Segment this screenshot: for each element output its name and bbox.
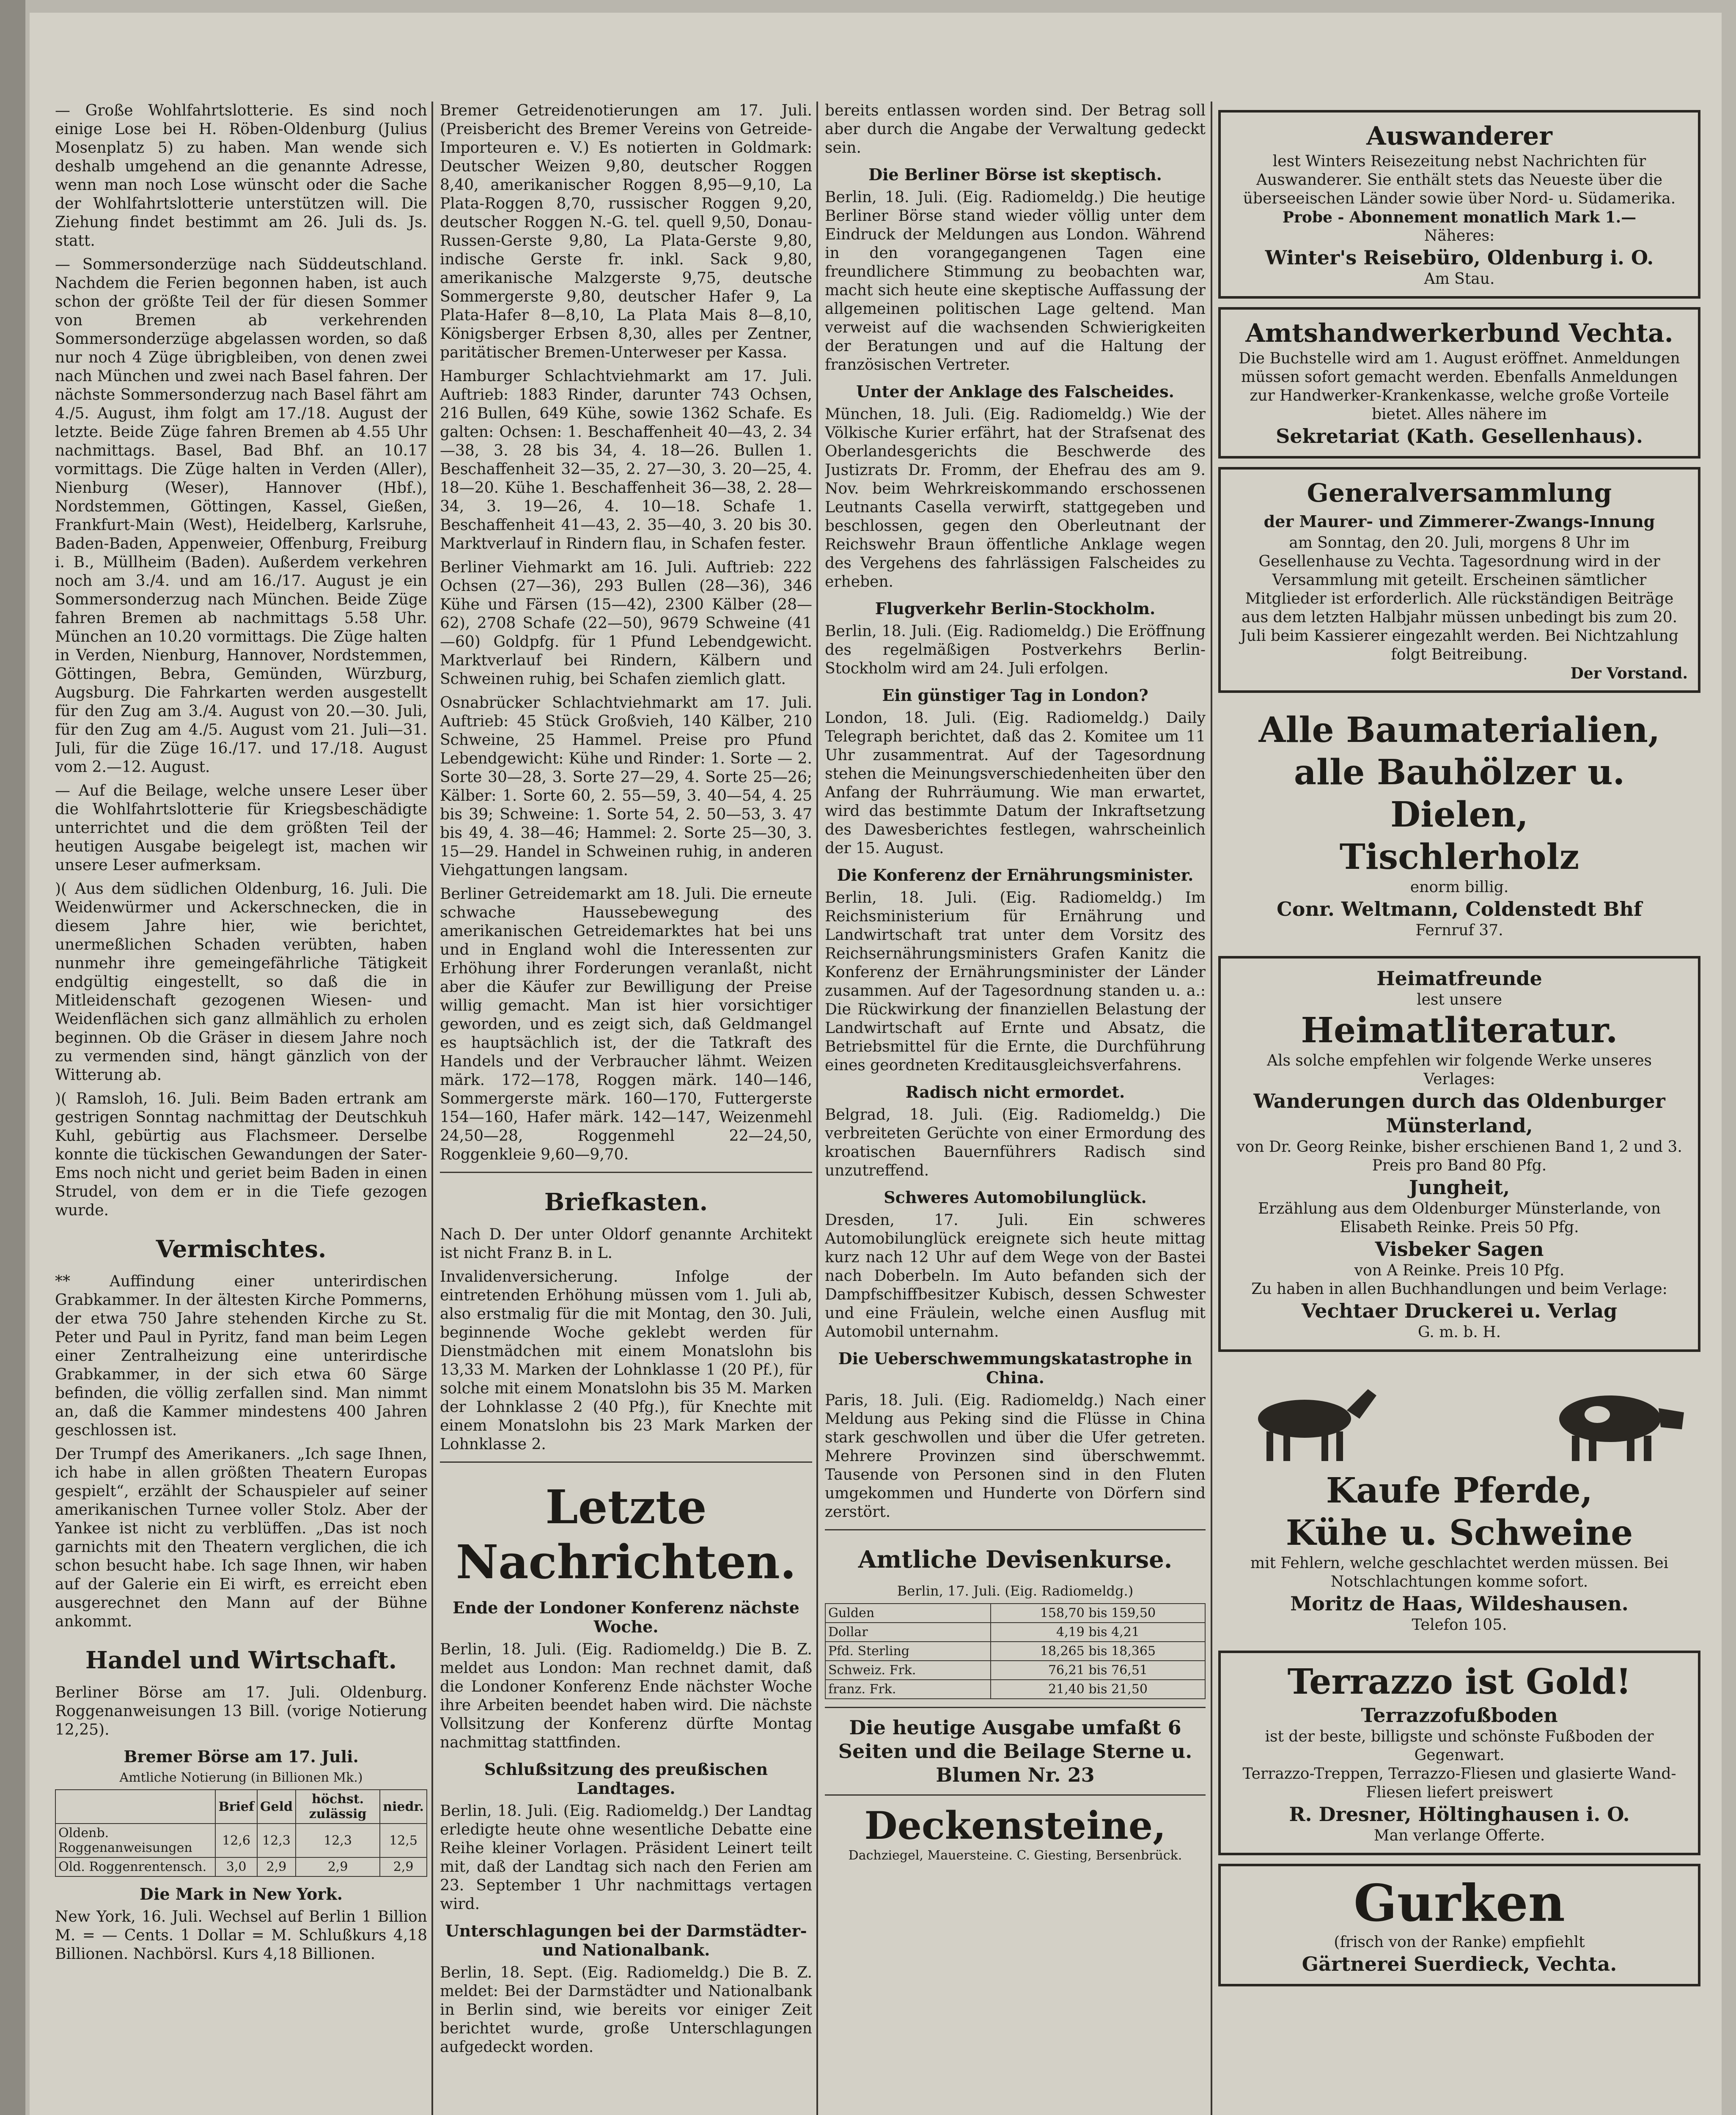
ad-line: Zu haben in allen Buchhandlungen und beim Verlage:	[1251, 1280, 1667, 1298]
ad-line: Man verlange Offerte.	[1373, 1827, 1545, 1844]
subheading-flugverkehr: Flugverkehr Berlin-Stockholm.	[875, 599, 1156, 618]
table-cell: 12,6	[215, 1824, 257, 1857]
article-hamburg-cattle: Hamburger Schlachtviehmarkt am 17. Juli. Auftrieb: 1883 Rinder, darunter 743 Ochsen, 216 Bullen, 649 Kühe, sowie 1362 Schafe. Es galten: Ochsen: 1. Beschaffenheit 40—43, 2. 34—38, 3. 28 bis 34, 4. 18—26. Bullen 1. Beschaffenheit 32—35, 2. 27—30, 3. 20—25, 4. 18—20. Kühe 1. Beschaffenheit 36—38, 2. 28—34, 3. 19—26, 4. 10—18. Schafe 1. Beschaffenheit 41—43, 2. 35—40, 3. 20 bis 30. Marktverlauf in Rindern flau, in Schafen fester.	[440, 368, 812, 552]
table-header: Geld	[257, 1790, 296, 1824]
section-heading-briefkasten: Briefkasten.	[544, 1188, 708, 1216]
table-row	[825, 1604, 1205, 1623]
table-row	[825, 1623, 1205, 1642]
ad-line: Als solche empfehlen wir folgende Werke unseres Verlages:	[1266, 1052, 1652, 1088]
table-row	[55, 1824, 427, 1857]
ad-kaufe-pferde	[1218, 1360, 1700, 1642]
mark-title: Die Mark in New York.	[140, 1884, 343, 1904]
article-berlin-grain: Berliner Getreidemarkt am 18. Juli. Die erneute schwache Haussebewegung des amerikanischen Getreidemarktes hat bei uns und in England wohl die Interessenten zur Erhöhung ihrer Forderungen veranlaßt, nicht aber die Käufer zur Bewilligung der Preise willig gemacht. Man ist hier vorsichtiger geworden, und es zeigt sich, daß Geldmangel es hauptsächlich ist, der die Tatkraft des Handels und der Verbraucher lähmt. Weizen märk. 172—178, Roggen märk. 140—146, Sommergerste märk. 160—170, Futtergerste 154—160, Hafer märk. 142—147, Weizenmehl 24,50—28, Roggenmehl 22—24,50, Roggenkleie 9,60—9,70.	[440, 885, 812, 1163]
subheading-radisch: Radisch nicht ermordet.	[905, 1082, 1125, 1101]
table-cell: 12,5	[380, 1824, 427, 1857]
article-bank: Berlin, 18. Sept. (Eig. Radiomeldg.) Die B. Z. meldet: Bei der Darmstädter und Nationalbank in Berlin sind, wie bereits vor einiger Zeit berichtet wurde, große Unterschlagungen aufgedeckt worden.	[440, 1964, 812, 2056]
table-cell: 21,40 bis 21,50	[991, 1680, 1205, 1699]
devisen-table	[825, 1603, 1206, 1699]
table-title: Bremer Börse am 17. Juli.	[124, 1747, 359, 1766]
article-london: Berlin, 18. Juli. (Eig. Radiomeldg.) Die B. Z. meldet aus London: Man rechnet damit, daß die Londoner Konferenz Ende nächster Woche ihre Arbeiten beendet haben wird. Die nächste Vollsitzung der Konferenz dürfte Montag nachmittag stattfinden.	[440, 1641, 812, 1751]
ad-title: Kaufe Pferde,	[1326, 1470, 1593, 1511]
ad-firm: Gärtnerei Suerdieck, Vechta.	[1302, 1953, 1617, 1975]
article-bremen-grain: Bremer Getreidenotierungen am 17. Juli. (Preisbericht des Bremer Vereins von Getreide-Importeuren e. V.) Es notierten in Goldmark: Deutscher Weizen 9,80, deutscher Roggen 8,40, amerikanischer Roggen 8,95—9,10, La Plata-Roggen 8,70, russischer Roggen 9,20, deutscher Roggen N.-G. tel. quell 9,50, Donau-Russen-Gerste 9,80, La Plata-Gerste 9,80, indische Gerste fr. inkl. Sack 9,80, amerikanische Malzgerste 9,75, deutsche Sommergerste 9,80, deutscher Hafer 9, La Plata-Hafer 8—8,10, La Plata Mais 8—8,10, Königsberger Erbsen 8,30, alles per Zentner, paritätischer Bremen-Unterweser per Kassa.	[440, 102, 812, 361]
ad-baumaterialien	[1218, 701, 1700, 948]
table-subtitle: Amtliche Notierung (in Billionen Mk.)	[119, 1770, 363, 1785]
article-boerse: Berlin, 18. Juli. (Eig. Radiomeldg.) Die heutige Berliner Börse stand wieder völlig unter dem Eindruck der Meldungen aus London. Während in den vorangegangenen Tagen eine freundlichere Stimmung zu beobachten war, macht sich heute eine skeptische Auffassung der allgemeinen politischen Lage geltend. Man verweist auf die wachsenden Schwierigkeiten der Beratungen und auf die Haltung der französischen Vertreter.	[825, 189, 1206, 374]
ad-line: G. m. b. H.	[1417, 1324, 1501, 1341]
table-header: Brief	[215, 1790, 257, 1824]
subheading-london-day: Ein günstiger Tag in London?	[882, 686, 1148, 705]
ad-line: mit Fehlern, welche geschlachtet werden müssen. Bei Notschlachtungen komme sofort.	[1250, 1555, 1669, 1590]
subheading-boerse: Die Berliner Börse ist skeptisch.	[868, 165, 1162, 184]
article-lottery: — Große Wohlfahrtslotterie. Es sind noch einige Lose bei H. Röben-Oldenburg (Julius Mosenplatz 5) zu haben. Man wende sich deshalb umgehend an die genannte Adresse, wenn man noch Lose wünscht oder die Sache der Wohlfahrtslotterie unterstützen will. Die Ziehung findet bestimmt am 26. Juli ds. Js. statt.	[55, 102, 427, 250]
separator	[440, 1172, 812, 1173]
ad-title: Kühe u. Schweine	[1286, 1513, 1633, 1553]
table-cell: Old. Roggenrentensch.	[55, 1857, 215, 1876]
ad-line: Alle Baumaterialien,	[1258, 710, 1660, 750]
ad-line: von Dr. Georg Reinke, bisher erschienen Band 1, 2 und 3. Preis pro Band 80 Pfg.	[1236, 1138, 1682, 1174]
ad-title: Gurken	[1354, 1873, 1565, 1933]
article-south-oldenburg: )( Aus dem südlichen Oldenburg, 16. Juli. Die Weidenwürmer und Ackerschnecken, die in diesem Jahre hier, wie berichtet, unermeßlichen Schaden verübten, haben nunmehr ihre gemeingefährliche Tätigkeit endgültig eingestellt, so daß die in Mitleidenschaft gezogenen Wiesen- und Weidenflächen sich ganz allmählich zu erholen beginnen. Ob die Gräser in diesem Jahre noch zu vermenden sind, hängt gänzlich von der Witterung ab.	[55, 880, 427, 1084]
ad-signature: Der Vorstand.	[1570, 665, 1688, 682]
table-cell: franz. Frk.	[825, 1680, 991, 1699]
ad-line: Heimatfreunde	[1376, 967, 1542, 990]
column-2	[440, 102, 812, 2062]
article-berlin-cattle: Berliner Viehmarkt am 16. Juli. Auftrieb: 222 Ochsen (27—36), 293 Bullen (28—36), 346 Kühe und Färsen (15—42), 2300 Kälber (28—62), 2708 Schafe (22—50), 9679 Schweine (41—60) Goldpfg. für 1 Pfund Lebendgewicht. Marktverlauf bei Rindern, Kälbern und Schweinen ruhig, bei Schafen ziemlich glatt.	[440, 559, 812, 688]
ad-firm: Winter's Reisebüro, Oldenburg i. O.	[1265, 246, 1654, 269]
ad-book-title: Visbeker Sagen	[1375, 1238, 1544, 1261]
article-china: Paris, 18. Juli. (Eig. Radiomeldg.) Nach einer Meldung aus Peking sind die Flüsse in China stark geschwollen und über die Ufer getreten. Mehrere Provinzen sind überschwemmt. Tausende von Personen sind in den Fluten umgekommen und Hunderte von Dörfern sind zerstört.	[825, 1392, 1206, 1521]
article-invalid-insurance: Invalidenversicherung. Infolge der eintretenden Erhöhung müssen vom 1. Juli ab, also erstmalig für die mit Montag, den 30. Juli, beginnende Woche geklebt werden für Dienstmädchen mit einem Monatslohn bis 13,33 M. Marken der Lohnklasse 1 (20 Pf.), für solche mit einem Monatslohn bis 35 M. Marken der Lohnklasse 2 (40 Pfg.), für Knechte mit einem Monatslohn bis 23 Mark Marken der Lohnklasse 2.	[440, 1268, 812, 1453]
column-1	[55, 102, 427, 1969]
ad-illustration	[1228, 1372, 1690, 1465]
article-briefkasten-1: Nach D. Der unter Oldorf genannte Architekt ist nicht Franz B. in L.	[440, 1226, 812, 1262]
subheading-london: Ende der Londoner Konferenz nächste Woche.	[453, 1598, 799, 1636]
ad-text: Die Buchstelle wird am 1. August eröffnet. Anmeldungen müssen sofort gemacht werden. Ebenfalls Anmeldungen zur Handwerker-Krankenkasse, welche große Vorteile bietet. Alles nähere im	[1239, 350, 1680, 423]
ad-line: Terrazzofußboden	[1361, 1704, 1558, 1727]
table-header: niedr.	[380, 1790, 427, 1824]
table-header-row	[55, 1790, 427, 1824]
table-cell: Schweiz. Frk.	[825, 1661, 991, 1680]
article-continuation: bereits entlassen worden sind. Der Betrag soll aber durch die Angabe der Verwaltung gedeckt sein.	[825, 102, 1206, 157]
ad-book-title: Wanderungen durch das Oldenburger Münsterland,	[1253, 1090, 1665, 1137]
ad-heimatliteratur	[1218, 956, 1700, 1352]
separator	[825, 1529, 1206, 1530]
column-3	[825, 102, 1206, 1863]
ad-line: Tischlerholz	[1339, 837, 1579, 877]
table-cell: 76,21 bis 76,51	[991, 1661, 1205, 1680]
table-cell: 3,0	[215, 1857, 257, 1876]
table-cell: 12,3	[257, 1824, 296, 1857]
ad-text: am Sonntag, den 20. Juli, morgens 8 Uhr im Gesellenhause zu Vechta. Tagesordnung wird in der Versammlung mit geteilt. Erscheinen sämtlicher Mitglieder ist erforderlich. Alle rückständigen Beiträge aus dem letzten Halbjahr müssen unbedingt bis zum 20. Juli beim Kassierer eingezahlt werden. Bei Nichtzahlung folgt Beitreibung.	[1240, 534, 1679, 663]
ad-phone: Telefon 105.	[1412, 1616, 1507, 1634]
separator	[825, 1707, 1206, 1708]
section-heading-handel: Handel und Wirtschaft.	[85, 1646, 397, 1674]
exchange-table	[55, 1789, 427, 1877]
table-row	[825, 1680, 1205, 1699]
article-falscheid: München, 18. Juli. (Eig. Radiomeldg.) Wie der Völkische Kurier erfährt, hat der Strafsenat des Oberlandesgerichts die Beschwerde des Justizrats Dr. Fromm, der Ehefrau des am 9. Nov. beim Wehrkreiskommando erschossenen Leutnants Casella verwirft, stattgegeben und beschlossen, gegen den Oberleutnant der Reichswehr Braun öffentliche Anklage wegen des Vergehens des fahrlässigen Falscheides zu erheben.	[825, 406, 1206, 591]
ad-auswanderer	[1218, 110, 1700, 299]
column-4-ads	[1218, 102, 1700, 1995]
column-rule	[816, 102, 818, 2115]
table-cell: 2,9	[257, 1857, 296, 1876]
ad-title: Auswanderer	[1366, 121, 1552, 151]
subheading-bank: Unterschlagungen bei der Darmstädter- und Nationalbank.	[445, 1921, 807, 1959]
ad-subtitle: der Maurer- und Zimmerer-Zwangs-Innung	[1264, 512, 1655, 531]
table-cell: Pfd. Sterling	[825, 1642, 991, 1661]
ad-title: Amtshandwerkerbund Vechta.	[1245, 319, 1673, 348]
column-rule	[1211, 102, 1212, 2115]
ad-terrazzo	[1218, 1651, 1700, 1855]
article-london-day: London, 18. Juli. (Eig. Radiomeldg.) Daily Telegraph berichtet, daß das 2. Komitee um 11 Uhr zusammentrat. Auf der Tagesordnung stehen die Meinungsverschiedenheiten über den Anfang der Ruhrräumung. Wie man erwartet, wird das bestimmte Datum der Inkraftsetzung des Dawesberichtes festlegen, wahrscheinlich der 15. August.	[825, 709, 1206, 857]
ad-address: Am Stau.	[1424, 270, 1495, 288]
table-cell: Oldenb. Roggenanweisungen	[55, 1824, 215, 1857]
ad-line: lest unsere	[1417, 991, 1502, 1008]
article-osnabrueck-cattle: Osnabrücker Schlachtviehmarkt am 17. Juli. Auftrieb: 45 Stück Großvieh, 140 Kälber, 210 Schweine, 25 Hammel. Preise pro Pfund Lebendgewicht: Kühe und Rinder: 1. Sorte — 2. Sorte 30—28, 3. Sorte 27—29, 4. Sorte 25—26; Kälber: 1. Sorte 60, 2. 55—59, 3. 40—54, 4. 25 bis 39; Schweine: 1. Sorte 54, 2. 50—53, 3. 47 bis 49, 4. 38—46; Hammel: 2. Sorte 25—30, 3. 15—29. Handel in Schweinen ruhig, in anderen Viehgattungen langsam.	[440, 694, 812, 879]
page-fold-shadow	[0, 0, 25, 2115]
subheading-china: Die Ueberschwemmungskatastrophe in China.	[838, 1349, 1192, 1387]
table-cell: 12,3	[296, 1824, 380, 1857]
article-special-trains: — Sommersonderzüge nach Süddeutschland. Nachdem die Ferien begonnen haben, ist auch schon der größte Teil der für diesen Sommer von Bremen ab verkehrenden Sommersonderzüge abgelassen worden, so daß nur noch 4 Züge übrigbleiben, von denen zwei nach München und zwei nach Basel fahren. Der nächste Sommersonderzug nach Basel fährt am 4./5. August, ihm folgt am 17./18. August der letzte. Beide Züge fahren Bremen ab 4.55 Uhr nachmittags. Basel, Bad Bhf. an 10.17 vormittags. Die Züge halten in Verden (Aller), Nienburg (Weser), Hannover (Hbf.), Nordstemmen, Göttingen, Kassel, Gießen, Frankfurt-Main (West), Heidelberg, Karlsruhe, Baden-Baden, Appenweier, Offenburg, Freiburg i. B., Müllheim (Baden). Außerdem verkehren noch am 3./4. und am 16./17. August je ein Sommersonderzug nach München. Beide Züge fahren Bremen ab nachmittags 5.58 Uhr. München an 10.20 vormittags. Die Züge halten in Verden, Nienburg, Hannover, Nordstemmen, Göttingen, Bebra, Gemünden, Würzburg, Augsburg. Die Fahrkarten werden ausgestellt für den Zug am 3./4. August von 20.—30. Juli, für den Zug am 4./5. August vom 21. Juli—31. Juli, für die Züge 16./17. und 17./18. August vom 2.—12. August.	[55, 256, 427, 776]
cow-icon	[1538, 1372, 1690, 1465]
ad-gurken	[1218, 1864, 1700, 1986]
article-flugverkehr: Berlin, 18. Juli. (Eig. Radiomeldg.) Die Eröffnung des regelmäßigen Postverkehrs Berlin-Stockholm wird am 24. Juli erfolgen.	[825, 623, 1206, 677]
table-cell: 18,265 bis 18,365	[991, 1642, 1205, 1661]
table-header	[55, 1790, 215, 1824]
article-ramsloh: )( Ramsloh, 16. Juli. Beim Baden ertrank am gestrigen Sonntag nachmittag der Deutschkuh Kuhl, gebürtig aus Flachsmeer. Derselbe konnte die tückischen Gewandungen der Sater-Ems noch nicht und geriet beim Baden in einen Strudel, von dem er in die Tiefe gezogen wurde.	[55, 1090, 427, 1219]
table-row	[55, 1857, 427, 1876]
horse-icon	[1228, 1372, 1381, 1465]
deckensteine-ad: Deckensteine,	[864, 1803, 1166, 1848]
table-cell: 158,70 bis 159,50	[991, 1604, 1205, 1623]
ad-amtshandwerkerbund	[1218, 307, 1700, 459]
table-cell: Gulden	[825, 1604, 991, 1623]
ad-firm: Sekretariat (Kath. Gesellenhaus).	[1276, 425, 1643, 448]
article-accident: Dresden, 17. Juli. Ein schweres Automobilunglück ereignete sich heute mittag kurz nach 12 Uhr auf dem Wege von der Bastei nach Doberbeln. Im Auto befanden sich der Dampfschiffbesitzer Kubisch, dessen Schwester und eine Fräulein, welche einen Ausflug mit Automobil unternahm.	[825, 1211, 1206, 1340]
ad-title: Terrazzo ist Gold!	[1287, 1662, 1632, 1702]
subheading-falscheid: Unter der Anklage des Falscheides.	[856, 382, 1174, 401]
devisen-header: Berlin, 17. Juli. (Eig. Radiomeldg.)	[897, 1583, 1134, 1599]
ad-book-title: Jungheit,	[1409, 1176, 1510, 1199]
ad-line: (frisch von der Ranke) empfiehlt	[1334, 1934, 1585, 1951]
ad-firm: Vechtaer Druckerei u. Verlag	[1301, 1299, 1618, 1322]
ad-probe: Probe - Abonnement monatlich Mark 1.—	[1282, 209, 1637, 226]
separator	[825, 1794, 1206, 1796]
ad-firm: Moritz de Haas, Wildeshausen.	[1290, 1592, 1629, 1615]
ad-title: Generalversammlung	[1307, 478, 1612, 508]
table-row	[825, 1642, 1205, 1661]
subheading-ministers: Die Konferenz der Ernährungsminister.	[837, 865, 1194, 884]
edition-notice: Die heutige Ausgabe umfaßt 6 Seiten und die Beilage Sterne u. Blumen Nr. 23	[838, 1716, 1192, 1786]
table-cell: 2,9	[296, 1857, 380, 1876]
section-heading-vermischtes: Vermischtes.	[156, 1235, 327, 1263]
article-berlin-exchange: Berliner Börse am 17. Juli. Oldenburg. Roggenanweisungen 13 Bill. (vorige Notierung 12,25).	[55, 1684, 427, 1739]
ad-line: enorm billig.	[1410, 879, 1509, 896]
article-landtag: Berlin, 18. Juli. (Eig. Radiomeldg.) Der Landtag erledigte heute ohne wesentliche Debatte eine Reihe kleiner Vorlagen. Präsident Leinert teilt mit, daß der Landtag sich nach den Ferien am 23. September 1 Uhr nachmittags vertagen wird.	[440, 1802, 812, 1913]
article-american: Der Trumpf des Amerikaners. „Ich sage Ihnen, ich habe in allen größten Theatern Europas gespielt“, erzählt der Schauspieler auf seiner amerikanischen Turnee voller Stolz. Aber der Yankee ist nicht zu verblüffen. „Das ist noch garnichts mit den Theatern verglichen, die ich schon besucht habe. Ich sage Ihnen, wir haben auf der Galerie ein Ei wirft, es erreicht eben ausgerechnet den Mann auf der Bühne ankommt.	[55, 1445, 427, 1630]
section-heading-letzte: Letzte Nachrichten.	[456, 1480, 797, 1589]
ad-line: Erzählung aus dem Oldenburger Münsterlande, von Elisabeth Reinke. Preis 50 Pfg.	[1258, 1200, 1661, 1236]
article-supplement: — Auf die Beilage, welche unsere Leser über die Wohlfahrtslotterie für Kriegsbeschädigte unterrichtet und die dem größten Teil der heutigen Ausgabe beigelegt ist, machen wir unsere Leser aufmerksam.	[55, 782, 427, 874]
section-heading-devisen: Amtliche Devisenkurse.	[858, 1546, 1173, 1574]
table-header: höchst. zulässig	[296, 1790, 380, 1824]
table-cell: Dollar	[825, 1623, 991, 1642]
ad-line: ist der beste, billigste und schönste Fußboden der Gegenwart.	[1265, 1728, 1654, 1764]
ad-title: Heimatliteratur.	[1301, 1010, 1618, 1051]
ad-line: Terrazzo-Treppen, Terrazzo-Fliesen und glasierte Wand-Fliesen liefert preiswert	[1242, 1765, 1676, 1801]
article-ministers: Berlin, 18. Juli. (Eig. Radiomeldg.) Im Reichsministerium für Ernährung und Landwirtschaft trat unter dem Vorsitz des Reichsernährungsministers Grafen Kanitz die Konferenz der Ernährungsminister der Länder zusammen. Auf der Tagesordnung standen u. a.: Die Rückwirkung der finanziellen Belastung der Landwirtschaft auf Ernte und Absatz, die Betriebsmittel für die Ernte, die Durchführung eines geordneten Kreditausgleichsverfahrens.	[825, 889, 1206, 1074]
ad-line: von A Reinke. Preis 10 Pfg.	[1354, 1262, 1565, 1279]
ad-more: Näheres:	[1424, 227, 1495, 244]
mark-lines: New York, 16. Juli. Wechsel auf Berlin 1 Billion M. = — Cents. 1 Dollar = M. Schlußkurs 4,18 Billionen. Nachbörsl. Kurs 4,18 Billionen.	[55, 1908, 427, 1963]
ad-firm: Conr. Weltmann, Coldenstedt Bhf	[1277, 898, 1642, 920]
ad-firm: R. Dresner, Höltinghausen i. O.	[1289, 1803, 1630, 1826]
separator	[440, 1461, 812, 1463]
article-grave-chamber: ** Auffindung einer unterirdischen Grabkammer. In der ältesten Kirche Pommerns, der etwa 750 Jahre stehenden Kirche zu St. Peter und Paul in Pyritz, fand man beim Legen einer Zentralheizung eine unterirdische Grabkammer, in der sich etwa 60 Särge befinden, die völlig zerfallen sind. Man nimmt an, daß die Kammer mindestens 400 Jahren geschlossen ist.	[55, 1273, 427, 1439]
subheading-accident: Schweres Automobilunglück.	[884, 1188, 1147, 1207]
ad-line: alle Bauhölzer u. Dielen,	[1294, 752, 1625, 835]
table-cell: 4,19 bis 4,21	[991, 1623, 1205, 1642]
ad-generalversammlung	[1218, 467, 1700, 693]
deckensteine-sub: Dachziegel, Mauersteine. C. Giesting, Bersenbrück.	[848, 1848, 1182, 1863]
ad-text: lest Winters Reisezeitung nebst Nachrichten für Auswanderer. Sie enthält stets das Neueste über die überseeischen Länder sowie über Nord- u. Südamerika.	[1243, 153, 1676, 207]
article-radisch: Belgrad, 18. Juli. (Eig. Radiomeldg.) Die verbreiteten Gerüchte von einer Ermordung des kroatischen Bauernführers Radisch sind unzutreffend.	[825, 1106, 1206, 1179]
column-rule	[431, 102, 433, 2115]
table-row	[825, 1661, 1205, 1680]
subheading-landtag: Schlußsitzung des preußischen Landtages.	[484, 1760, 768, 1798]
ad-phone: Fernruf 37.	[1415, 922, 1503, 939]
table-cell: 2,9	[380, 1857, 427, 1876]
